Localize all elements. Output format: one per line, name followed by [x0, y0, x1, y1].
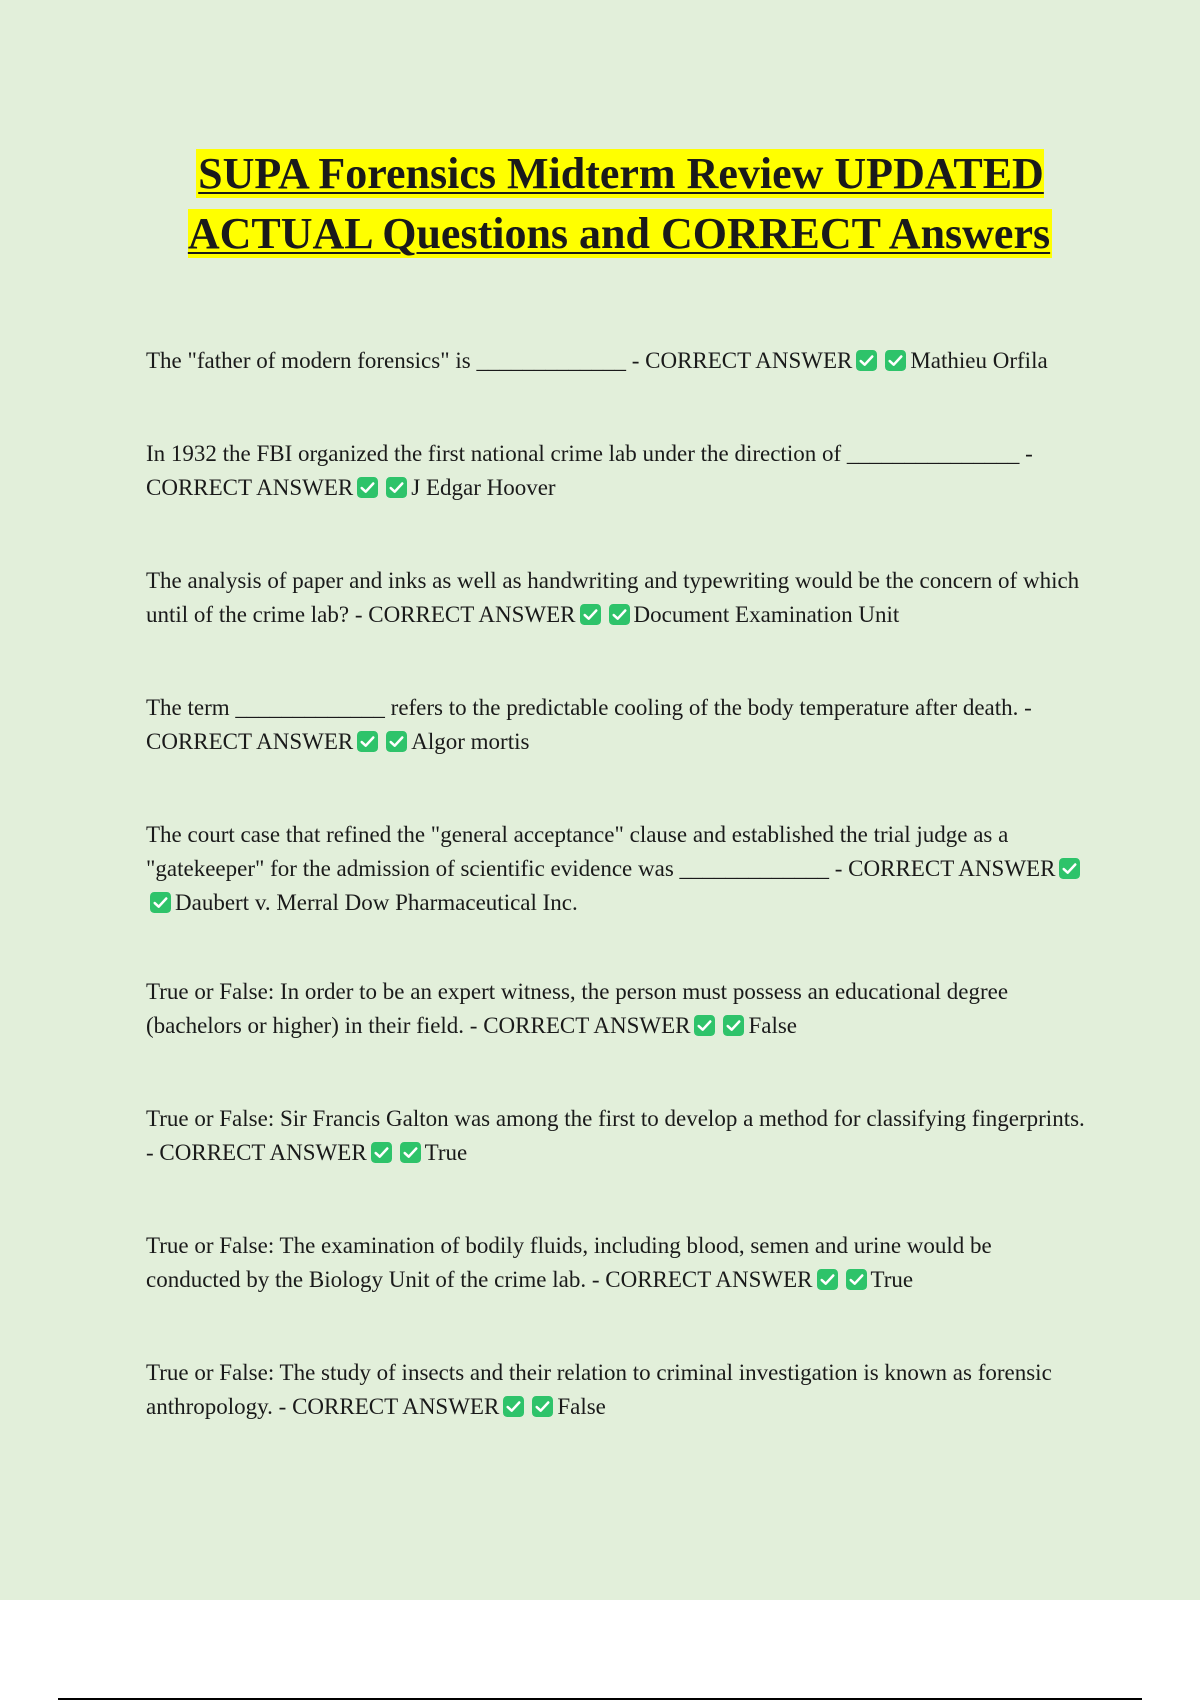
check-mark-icon — [357, 731, 378, 752]
answer-prefix: - CORRECT ANSWER — [469, 1013, 691, 1038]
check-mark-icon — [885, 350, 906, 371]
answer-text: Algor mortis — [411, 729, 530, 754]
qa-item — [146, 344, 1086, 378]
question-text: The "father of modern forensics" is _____________ — [146, 348, 626, 373]
qa-item — [146, 818, 1086, 920]
question-text: The term _____________ refers to the predictable cooling of the body temperature after death. — [146, 695, 1019, 720]
answer-prefix: - CORRECT ANSWER — [146, 1140, 367, 1165]
check-mark-icon — [580, 604, 601, 625]
answer-text: False — [557, 1394, 606, 1419]
page-title — [140, 144, 1100, 264]
check-mark-icon — [386, 731, 407, 752]
question-text: True or False: Sir Francis Galton was among the first to develop a method for classifying fingerprints. — [146, 1106, 1085, 1131]
check-mark-icon — [609, 604, 630, 625]
answer-text: Document Examination Unit — [633, 602, 900, 627]
answer-prefix: - CORRECT ANSWER — [278, 1394, 500, 1419]
qa-paragraph — [146, 437, 1086, 505]
check-mark-icon — [532, 1396, 553, 1417]
qa-item — [146, 564, 1086, 632]
check-mark-icon — [150, 892, 171, 913]
question-text: True or False: The examination of bodily fluids, including blood, semen and urine would be conducted by the Biology Unit of the crime lab. — [146, 1233, 992, 1292]
qa-paragraph — [146, 1102, 1086, 1170]
question-text: In 1932 the FBI organized the first national crime lab under the direction of _______________ — [146, 441, 1020, 466]
question-text: True or False: The study of insects and their relation to criminal investigation is known as forensic anthropology. — [146, 1360, 1052, 1419]
qa-paragraph — [146, 691, 1086, 759]
answer-text: J Edgar Hoover — [411, 475, 556, 500]
answer-prefix: - CORRECT ANSWER — [591, 1267, 813, 1292]
check-mark-icon — [846, 1269, 867, 1290]
check-mark-icon — [386, 477, 407, 498]
check-mark-icon — [856, 350, 877, 371]
check-mark-icon — [371, 1142, 392, 1163]
answer-prefix: - CORRECT ANSWER — [631, 348, 853, 373]
qa-paragraph — [146, 344, 1086, 378]
qa-paragraph — [146, 564, 1086, 632]
qa-item — [146, 975, 1086, 1043]
check-mark-icon — [694, 1015, 715, 1036]
answer-text: Mathieu Orfila — [910, 348, 1048, 373]
answer-prefix: - CORRECT ANSWER — [146, 695, 1032, 754]
answer-text: False — [748, 1013, 798, 1038]
title-text: SUPA Forensics Midterm Review UPDATED ACTUAL Questions and CORRECT Answers — [187, 149, 1051, 258]
answer-text: True — [424, 1140, 468, 1165]
check-mark-icon — [400, 1142, 421, 1163]
qa-item — [146, 437, 1086, 505]
qa-item — [146, 1102, 1086, 1170]
question-text: The analysis of paper and inks as well as handwriting and typewriting would be the concern of which until of the crime lab? — [146, 568, 1080, 627]
qa-item — [146, 1356, 1086, 1424]
qa-item — [146, 1229, 1086, 1297]
check-mark-icon — [723, 1015, 744, 1036]
answer-text: Daubert v. Merral Dow Pharmaceutical Inc. — [175, 890, 578, 915]
check-mark-icon — [817, 1269, 838, 1290]
qa-paragraph — [146, 975, 1086, 1043]
qa-paragraph — [146, 1229, 1086, 1297]
answer-text: True — [870, 1267, 914, 1292]
answer-prefix: - CORRECT ANSWER — [834, 856, 1056, 881]
qa-paragraph — [146, 818, 1086, 920]
answer-prefix: - CORRECT ANSWER — [354, 602, 576, 627]
question-text: The court case that refined the "general acceptance" clause and established the trial judge as a "gatekeeper" for the admission of scientific evidence was _____________ — [146, 822, 1009, 881]
check-mark-icon — [1059, 858, 1080, 879]
check-mark-icon — [357, 477, 378, 498]
check-mark-icon — [503, 1396, 524, 1417]
qa-item — [146, 691, 1086, 759]
question-text: True or False: In order to be an expert witness, the person must possess an educational degree (bachelors or higher) in their field. — [146, 979, 1009, 1038]
qa-paragraph — [146, 1356, 1086, 1424]
answer-prefix: - CORRECT ANSWER — [146, 441, 1033, 500]
